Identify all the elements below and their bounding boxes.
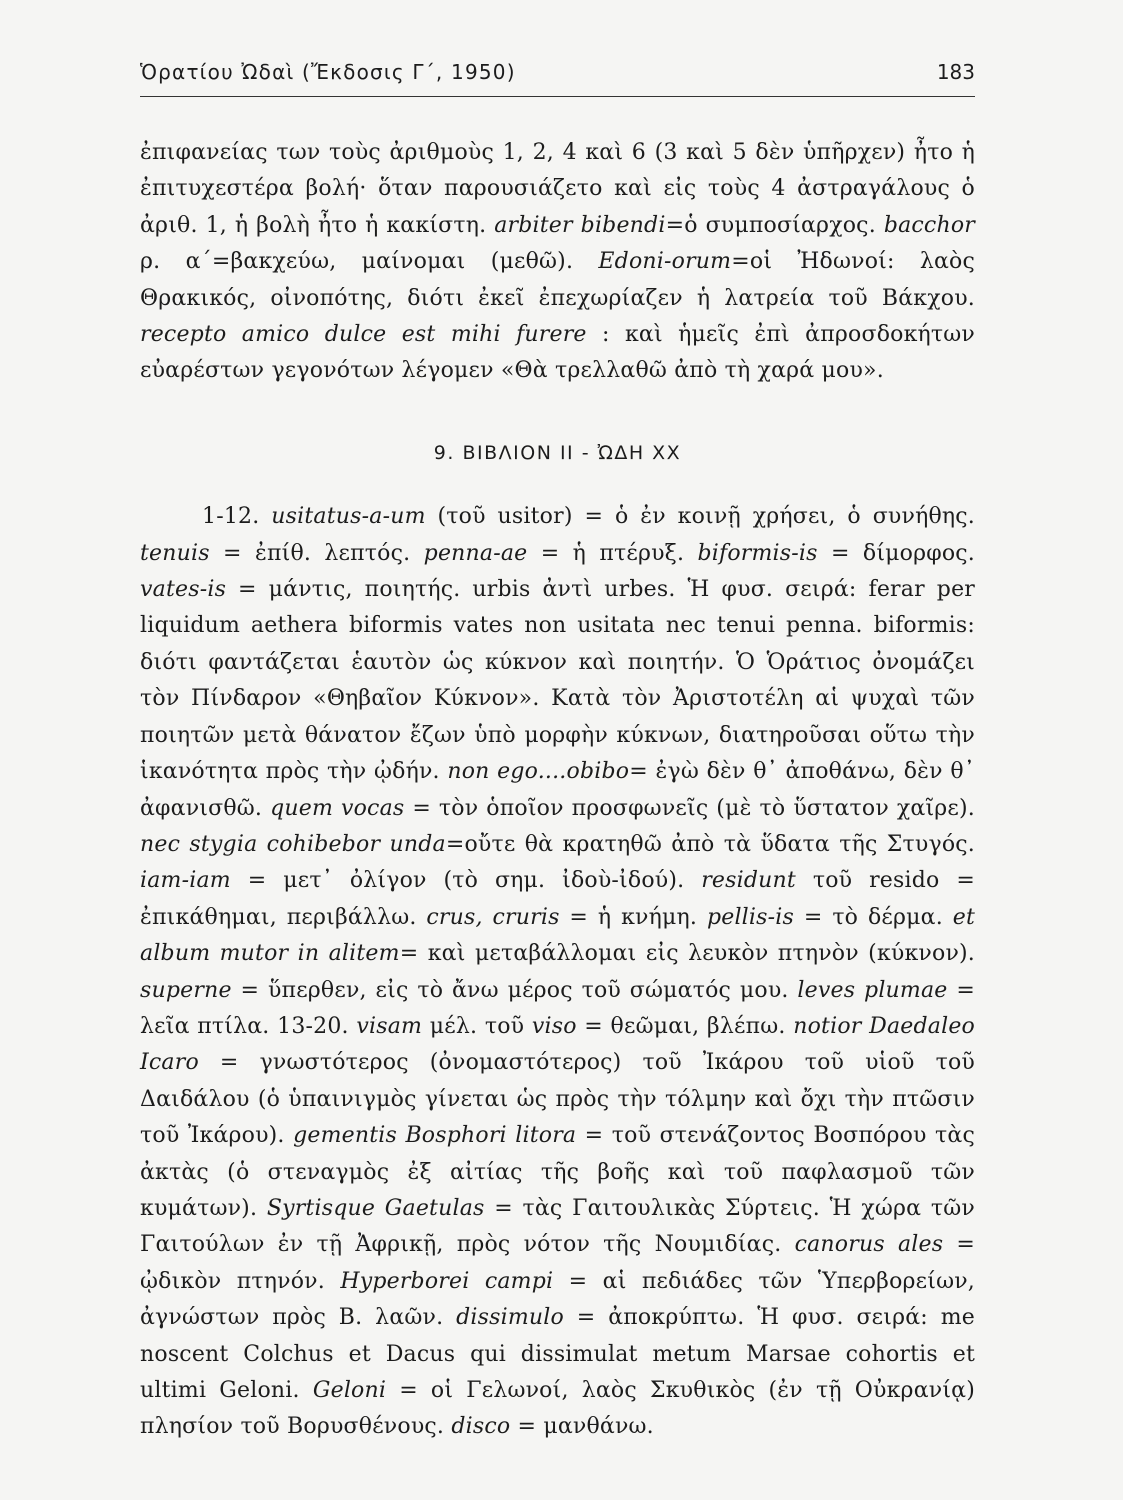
- latin-lemma: non ego....obibo: [447, 759, 630, 785]
- latin-lemma: pellis-is: [706, 904, 794, 930]
- text-run: τοῦ resido = ἐπικάθημαι, περιβάλλω.: [140, 868, 975, 930]
- latin-lemma: leves plumae: [797, 977, 948, 1003]
- text-run: = οἱ Γελωνοί, λαὸς Σκυθικὸς (ἐν τῇ Οὐκρανίᾳ) πλησίον τοῦ Βορυσθένους.: [140, 1378, 975, 1440]
- text-run: = ἡ πτέρυξ.: [527, 540, 698, 566]
- text-run: =οἱ Ἠδωνοί: λαὸς Θρακικός, οἰνοπότης, διότι ἐκεῖ ἐπεχωρίαζεν ἡ λατρεία τοῦ Βάκχου.: [140, 249, 976, 311]
- latin-lemma: Hyperborei campi: [340, 1268, 554, 1294]
- section-title: 9. ΒΙΒΛΙΟΝ ΙΙ - ὨΔΗ ΧΧ: [433, 441, 682, 464]
- latin-lemma: Edoni-orum: [598, 249, 732, 275]
- latin-lemma: usitatus-a-um: [271, 504, 426, 530]
- text-run: = μανθάνω.: [510, 1414, 654, 1440]
- text-run: = αἱ πεδιάδες τῶν Ὑπερβορείων, ἀγνώστων πρὸς Β. λαῶν.: [140, 1268, 975, 1331]
- latin-lemma: bacchor: [883, 212, 975, 238]
- latin-lemma: vates-is: [140, 577, 227, 603]
- text-run: = ἀποκρύπτω. Ἡ φυσ. σειρά: me noscent Colchus et Dacus qui dissimulat metum Marsae cohortis et ultimi Geloni.: [140, 1305, 975, 1403]
- latin-lemma: et album mutor in alitem: [140, 904, 975, 967]
- latin-lemma: arbiter bibendi: [494, 212, 666, 238]
- latin-lemma: dissimulo: [456, 1305, 564, 1331]
- text-run: = ἐπίθ. λεπτός.: [209, 540, 424, 566]
- latin-lemma: nec stygia cohibebor unda: [140, 831, 446, 857]
- text-run: = δίμορφος.: [817, 540, 975, 566]
- running-header: [140, 60, 975, 97]
- text-run: = μάντις, ποιητής. urbis ἀντὶ urbes. Ἡ φυσ. σειρά: ferar per liquidum aethera biformis vates non usitata nec tenui penna. biformis: διότι φαντάζεται ἑαυτὸν ὡς κύκνον καὶ ποιητήν. Ὁ Ὁράτιος ὀνομάζει τὸν Πίνδαρον «Θηβαῖον Κύκνον». Κατὰ τὸν Ἀριστοτέλη αἱ ψυχαὶ τῶν ποιητῶν μετὰ θάνατον ἔζων ὑπὸ μορφὴν κύκνων, διατηροῦσαι οὕτω τὴν ἱκανότητα πρὸς τὴν ᾠδήν.: [140, 577, 975, 785]
- latin-lemma: Syrtisque Gaetulas: [266, 1195, 485, 1221]
- latin-lemma: superne: [140, 977, 232, 1003]
- text-run: : καὶ ἡμεῖς ἐπὶ ἀπροσδοκήτων εὐαρέστων γεγονότων λέγομεν «Θὰ τρελλαθῶ ἀπὸ τὴ χαρά μου».: [140, 322, 975, 384]
- text-run: = μετ᾽ ὀλίγον (τὸ σημ. ἰδοὺ-ἰδού).: [230, 868, 702, 894]
- latin-lemma: residunt: [701, 868, 796, 894]
- text-run: = ὕπερθεν, εἰς τὸ ἄνω μέρος τοῦ σώματός μου.: [231, 977, 798, 1003]
- latin-lemma: disco: [451, 1414, 511, 1440]
- text-run: = γνωστότερος (ὀνομαστότερος) τοῦ Ἰκάρου τοῦ υἱοῦ τοῦ Δαιδάλου (ὁ ὑπαινιγμὸς γίνεται ὡς πρὸς τὴν τόλμην καὶ ὄχι τὴν πτῶσιν τοῦ Ἰκάρου).: [140, 1050, 975, 1149]
- page-body: [140, 135, 975, 1446]
- text-run: =ὁ συμποσίαρχος.: [665, 212, 884, 238]
- latin-lemma: penna-ae: [423, 540, 528, 566]
- latin-lemma: iam-iam: [140, 868, 231, 894]
- latin-lemma: tenuis: [140, 540, 210, 566]
- text-run: = τοῦ στενάζοντος Βοσπόρου τὰς ἀκτὰς (ὁ στεναγμὸς ἐξ αἰτίας τῆς βοῆς καὶ τοῦ παφλασμοῦ τῶν κυμάτων).: [140, 1123, 975, 1221]
- text-run: = ἡ κνήμη.: [559, 904, 707, 930]
- page-number: 183: [936, 60, 975, 84]
- paragraph-commentary-continued: [140, 135, 975, 390]
- text-run: ρ. α΄=βακχεύω, μαίνομαι (μεθῶ).: [140, 249, 599, 275]
- text-run: = λεῖα πτίλα. 13-20.: [140, 977, 975, 1039]
- text-run: =οὔτε θὰ κρατηθῶ ἀπὸ τὰ ὕδατα τῆς Στυγός.: [445, 831, 975, 857]
- latin-lemma: viso: [531, 1013, 577, 1039]
- latin-lemma: notior Daedaleo Icaro: [140, 1013, 975, 1076]
- text-run: = τὸ δέρμα.: [794, 904, 953, 930]
- running-title: Ὁρατίου Ὠδαὶ (Ἔκδοσις Γ΄, 1950): [140, 60, 516, 84]
- text-run: μέλ. τοῦ: [422, 1013, 532, 1039]
- text-run: = τὸν ὁποῖον προσφωνεῖς (μὲ τὸ ὕστατον χαῖρε).: [404, 795, 976, 821]
- text-run: = καὶ μεταβάλλομαι εἰς λευκὸν πτηνὸν (κύκνον).: [399, 941, 975, 967]
- latin-lemma: crus, cruris: [426, 904, 560, 930]
- latin-lemma: gementis Bosphori litora: [293, 1123, 577, 1149]
- text-run: = τὰς Γαιτουλικὰς Σύρτεις. Ἡ χώρα τῶν Γαιτούλων ἐν τῇ Ἀφρικῇ, πρὸς νότον τῆς Νουμιδίας.: [140, 1195, 975, 1258]
- book-page: [140, 60, 975, 1446]
- latin-lemma: canorus ales: [794, 1232, 944, 1258]
- latin-lemma: visam: [356, 1013, 423, 1039]
- text-run: (τοῦ usitor) = ὁ ἐν κοινῇ χρήσει, ὁ συνήθης.: [425, 504, 975, 530]
- paragraph-ode-xx-notes: [140, 499, 975, 1446]
- latin-lemma: Geloni: [312, 1378, 387, 1403]
- text-run: = ᾠδικὸν πτηνόν.: [140, 1232, 976, 1294]
- text-run: 1-12.: [202, 504, 272, 530]
- latin-lemma: recepto amico dulce est mihi furere: [140, 322, 587, 348]
- latin-lemma: quem vocas: [270, 795, 405, 821]
- text-run: = ἐγὼ δὲν θ᾽ ἀποθάνω, δὲν θ᾽ ἀφανισθῶ.: [140, 759, 975, 821]
- text-run: = θεῶμαι, βλέπω.: [576, 1013, 794, 1039]
- latin-lemma: biformis-is: [697, 540, 818, 566]
- text-run: ἐπιφανείας των τοὺς ἀριθμοὺς 1, 2, 4 καὶ 6 (3 καὶ 5 δὲν ὑπῆρχεν) ἦτο ἡ ἐπιτυχεστέρα βολή· ὅταν παρουσιάζετο καὶ εἰς τοὺς 4 ἀστραγάλους ὁ ἀριθ. 1, ἡ βολὴ ἦτο ἡ κακίστη.: [140, 140, 975, 238]
